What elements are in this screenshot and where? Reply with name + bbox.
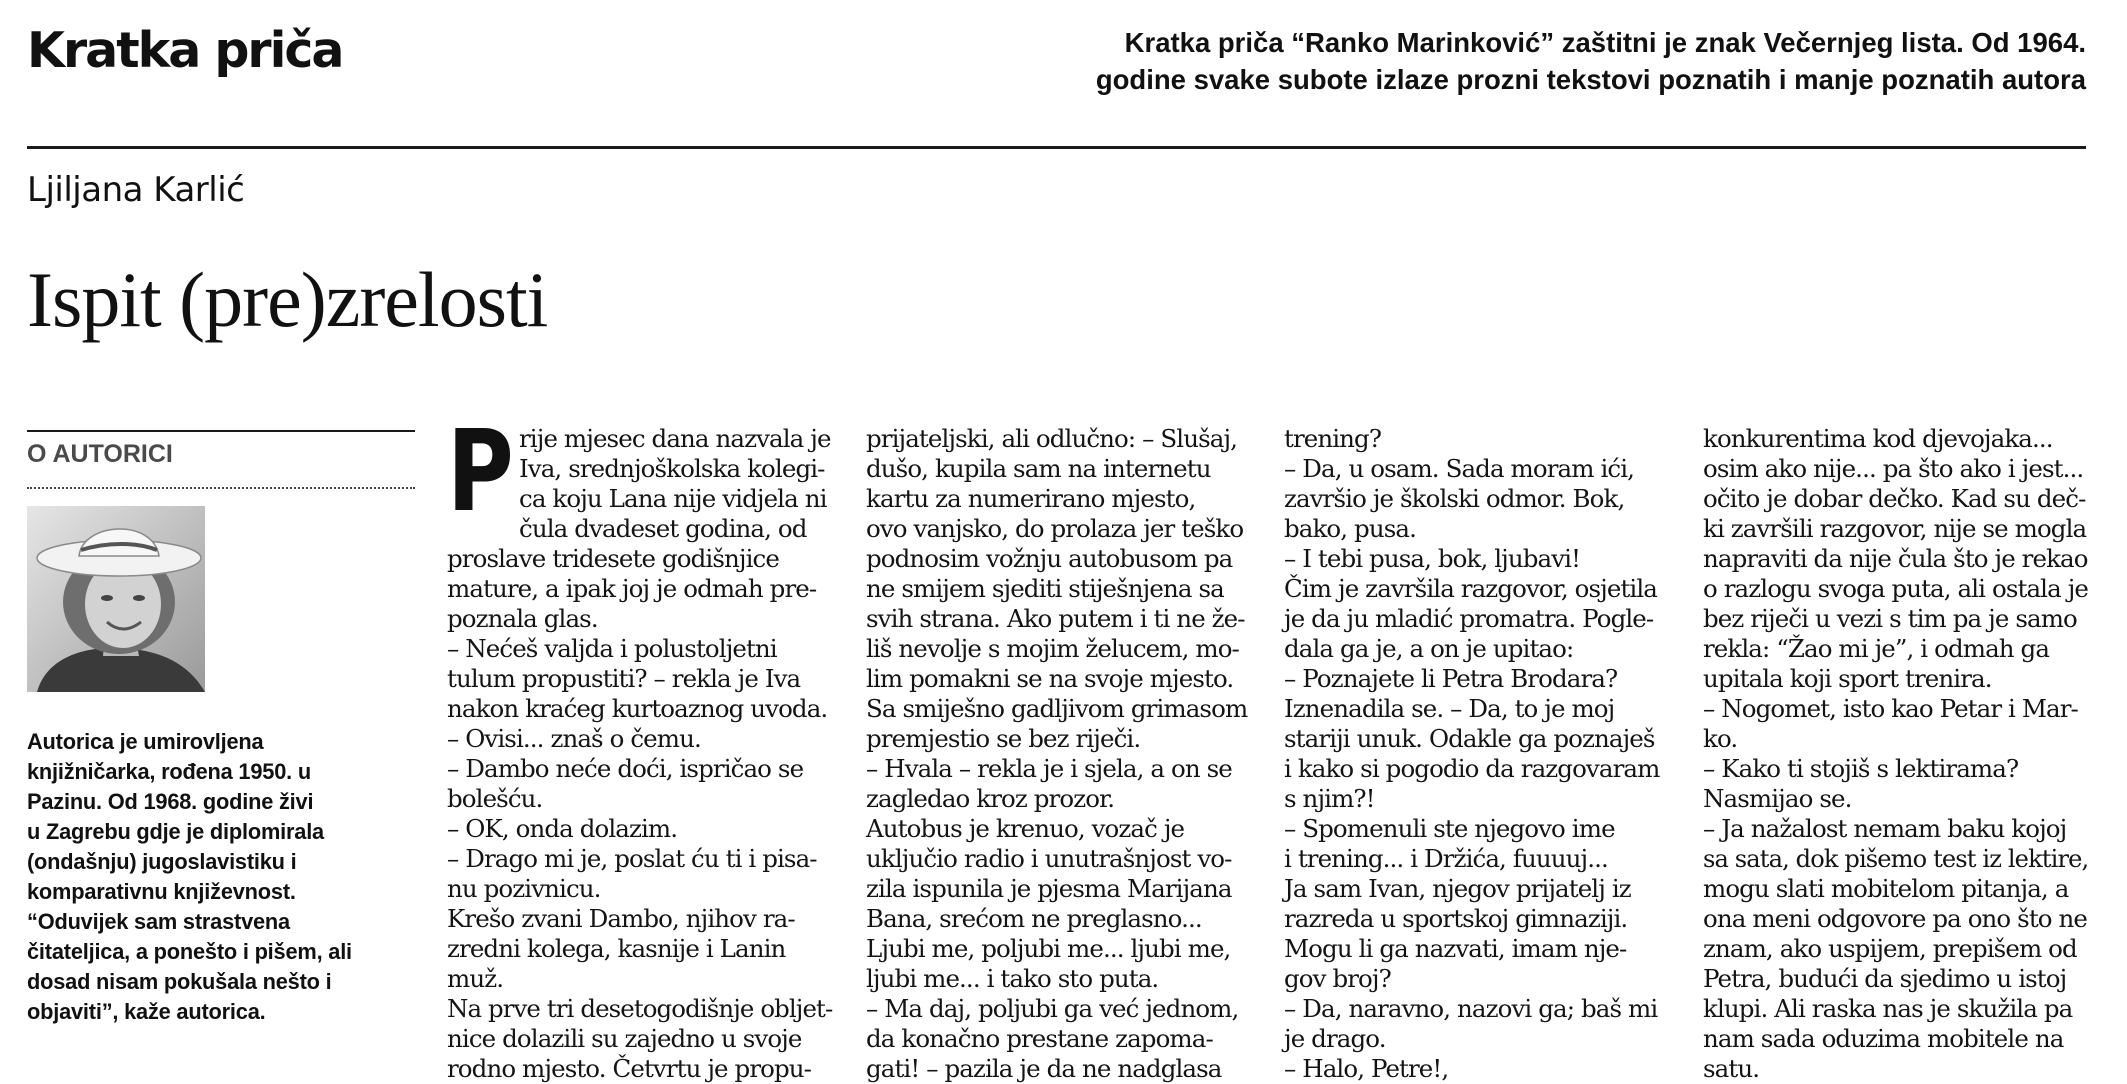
bio-line: dosad nisam pokušala nešto i [27,969,332,994]
story-line: lim pomakni se na svoje mjesto. [866,664,1234,693]
story-line: dala ga je, a on je upitao: [1284,634,1574,663]
story-line: zila ispunila je pjesma Marijana [866,874,1232,903]
story-line: gati! – pazila je da ne nadglasa [866,1054,1222,1083]
story-line: stariji unuk. Odakle ga poznaješ [1284,724,1655,753]
story-line: mogu slati mobitelom pitanja, a [1703,874,2069,903]
bio-line: “Oduvijek sam strastvena [27,909,290,934]
story-line: upitala koji sport trenira. [1703,664,1992,693]
story-line: Nasmijao se. [1703,784,1852,813]
svg-text:P: P [447,407,513,537]
story-line: Iva, srednjoškolska kolegi- [519,454,825,483]
sidebar-heading: O AUTORICI [27,440,173,468]
story-line: – OK, onda dolazim. [447,814,678,843]
story-line: završio je školski odmor. Bok, [1284,484,1625,513]
bio-line: čitateljica, a ponešto i pišem, ali [27,939,352,964]
story-line: mature, a ipak joj je odmah pre- [447,574,817,603]
story-line: – Hvala – rekla je i sjela, a on se [866,754,1232,783]
author-name: Ljiljana Karlić [27,170,245,210]
story-line: klupi. Ali raska nas je skužila pa [1703,994,2073,1023]
story-line: rekla: “Žao mi je”, i odmah ga [1703,634,2050,663]
story-line: – I tebi pusa, bok, ljubavi! [1284,544,1581,573]
story-line: nakon kraćeg kurtoaznog uvoda. [447,694,828,723]
story-line: – Halo, Petre!, [1284,1054,1449,1083]
story-line: Čim je završila razgovor, osjetila [1284,574,1657,603]
story-line: – Ja nažalost nemam baku kojoj [1703,814,2067,843]
story-line: bez riječi u vezi s tim pa je samo [1703,604,2077,633]
author-portrait-image [27,506,205,692]
bio-line: u Zagrebu gdje je diplomirala [27,819,324,844]
story-line: – Ma daj, poljubi ga već jednom, [866,994,1239,1023]
story-line: satu. [1703,1054,1760,1083]
story-line: zagledao kroz prozor. [866,784,1115,813]
story-line: ca koju Lana nije vidjela ni [519,484,827,513]
story-line: liš nevolje s mojim želucem, mo- [866,634,1239,663]
header-divider [27,146,2086,149]
story-line: nice dolazili su zajedno u svoje [447,1024,802,1053]
story-line: ovo vanjsko, do prolaza jer teško [866,514,1244,543]
story-line: – Nogomet, isto kao Petar i Mar- [1703,694,2078,723]
story-line: – Poznajete li Petra Brodara? [1284,664,1618,693]
story-line: zredni kolega, kasnije i Lanin [447,934,786,963]
story-line: nu pozivnicu. [447,874,601,903]
story-column-1 [447,407,833,1084]
story-line: Sa smiješno gadljivom grimasom [866,694,1248,723]
story-line: čula dvadeset godina, od [519,514,807,543]
story-line: trening? [1284,424,1382,453]
story-line: s njim?! [1284,784,1375,813]
story-line: znam, ako uspijem, prepišem od [1703,934,2077,963]
story-line: Krešo zvani Dambo, njihov ra- [447,904,795,933]
story-line: konkurentima kod djevojaka... [1703,424,2053,453]
sidebar-top-rule [27,430,415,432]
story-column-3 [1284,424,1669,1084]
story-line: – Nećeš valjda i polustoljetni [447,634,777,663]
section-title: Kratka priča [27,22,343,79]
story-line: bako, pusa. [1284,514,1416,543]
story-line: Ja sam Ivan, njegov prijatelj iz [1284,874,1631,903]
story-line: – Da, u osam. Sada moram ići, [1284,454,1635,483]
story-line: ne smijem sjediti stiješnjena sa [866,574,1224,603]
story-line: i trening... i Držića, fuuuuj... [1284,844,1608,873]
story-line: rodno mjesto. Četvrtu je propu- [447,1054,812,1083]
story-title: Ispit (pre)zrelosti [27,256,548,343]
story-line: – Da, naravno, nazovi ga; baš mi [1284,994,1658,1023]
story-line: sa sata, dok pišemo test iz lektire, [1703,844,2089,873]
story-column-4 [1703,424,2088,1084]
story-line: je da ju mladić promatra. Pogle- [1284,604,1654,633]
story-line: – Drago mi je, poslat ću ti i pisa- [447,844,817,873]
story-line: je drago. [1284,1024,1386,1053]
story-line: ki završili razgovor, nije se mogla [1703,514,2087,543]
story-line: – Spomenuli ste njegovo ime [1284,814,1615,843]
story-line: Ljubi me, poljubi me... ljubi me, [866,934,1231,963]
story-line: osim ako nije... pa što ako i jest... [1703,454,2084,483]
section-description-line: godine svake subote izlaze prozni tekstovi poznatih i manje poznatih autora [1095,64,2086,95]
section-description-line: Kratka priča “Ranko Marinković” zaštitni je znak Večernjeg lista. Od 1964. [1124,27,2086,58]
story-line: rije mjesec dana nazvala je [519,424,831,453]
drop-cap [447,407,515,537]
story-line: prijateljski, ali odlučno: – Slušaj, [866,424,1238,453]
story-line: podnosim vožnju autobusom pa [866,544,1233,573]
story-line: Iznenadila se. – Da, to je moj [1284,694,1615,723]
story-line: muž. [447,964,504,993]
story-line: razreda u sportskoj gimnaziji. [1284,904,1628,933]
bio-line: (ondašnju) jugoslavistiku i [27,849,297,874]
story-line: ona meni odgovore pa ono što ne [1703,904,2087,933]
bio-line: komparativnu književnost. [27,879,296,904]
story-line: tulum propustiti? – rekla je Iva [447,664,801,693]
story-column-2 [866,424,1251,1084]
story-line: poznala glas. [447,604,598,633]
story-line: ljubi me... i tako sto puta. [866,964,1159,993]
author-bio [27,727,417,1027]
story-line: napraviti da nije čula što je rekao [1703,544,2088,573]
story-line: svih strana. Ako putem i ti ne že- [866,604,1245,633]
section-description [966,24,2086,98]
story-line: Na prve tri desetogodišnje obljet- [447,994,833,1023]
story-line: Mogu li ga nazvati, imam nje- [1284,934,1627,963]
story-line: – Dambo neće doći, ispričao se [447,754,804,783]
bio-line: Pazinu. Od 1968. godine živi [27,789,314,814]
story-line: – Kako ti stojiš s lektirama? [1703,754,2019,783]
story-line: da konačno prestane zapoma- [866,1024,1213,1053]
story-line: o razlogu svoga puta, ali ostala je [1703,574,2089,603]
bio-line: Autorica je umirovljena [27,729,264,754]
story-line: kartu za numerirano mjesto, [866,484,1196,513]
story-line: nam sada oduzima mobitele na [1703,1024,2064,1053]
story-line: Autobus je krenuo, vozač je [866,814,1185,843]
story-line: – Ovisi... znaš o čemu. [447,724,701,753]
story-line: proslave tridesete godišnjice [447,544,779,573]
story-line: Bana, srećom ne preglasno... [866,904,1202,933]
story-line: očito je dobar dečko. Kad su deč- [1703,484,2086,513]
story-line: ko. [1703,724,1738,753]
bio-line: objaviti”, kaže autorica. [27,999,266,1024]
story-line: uključio radio i unutrašnjost vo- [866,844,1232,873]
story-line: bolešću. [447,784,543,813]
story-line: i kako si pogodio da razgovaram [1284,754,1660,783]
story-line: premjestio se bez riječi. [866,724,1141,753]
story-line: gov broj? [1284,964,1391,993]
bio-line: knjižničarka, rođena 1950. u [27,759,311,784]
story-line: dušo, kupila sam na internetu [866,454,1211,483]
author-photo [27,506,205,692]
sidebar-dotted-rule [27,487,415,489]
story-line: Petra, budući da sjedimo u istoj [1703,964,2067,993]
